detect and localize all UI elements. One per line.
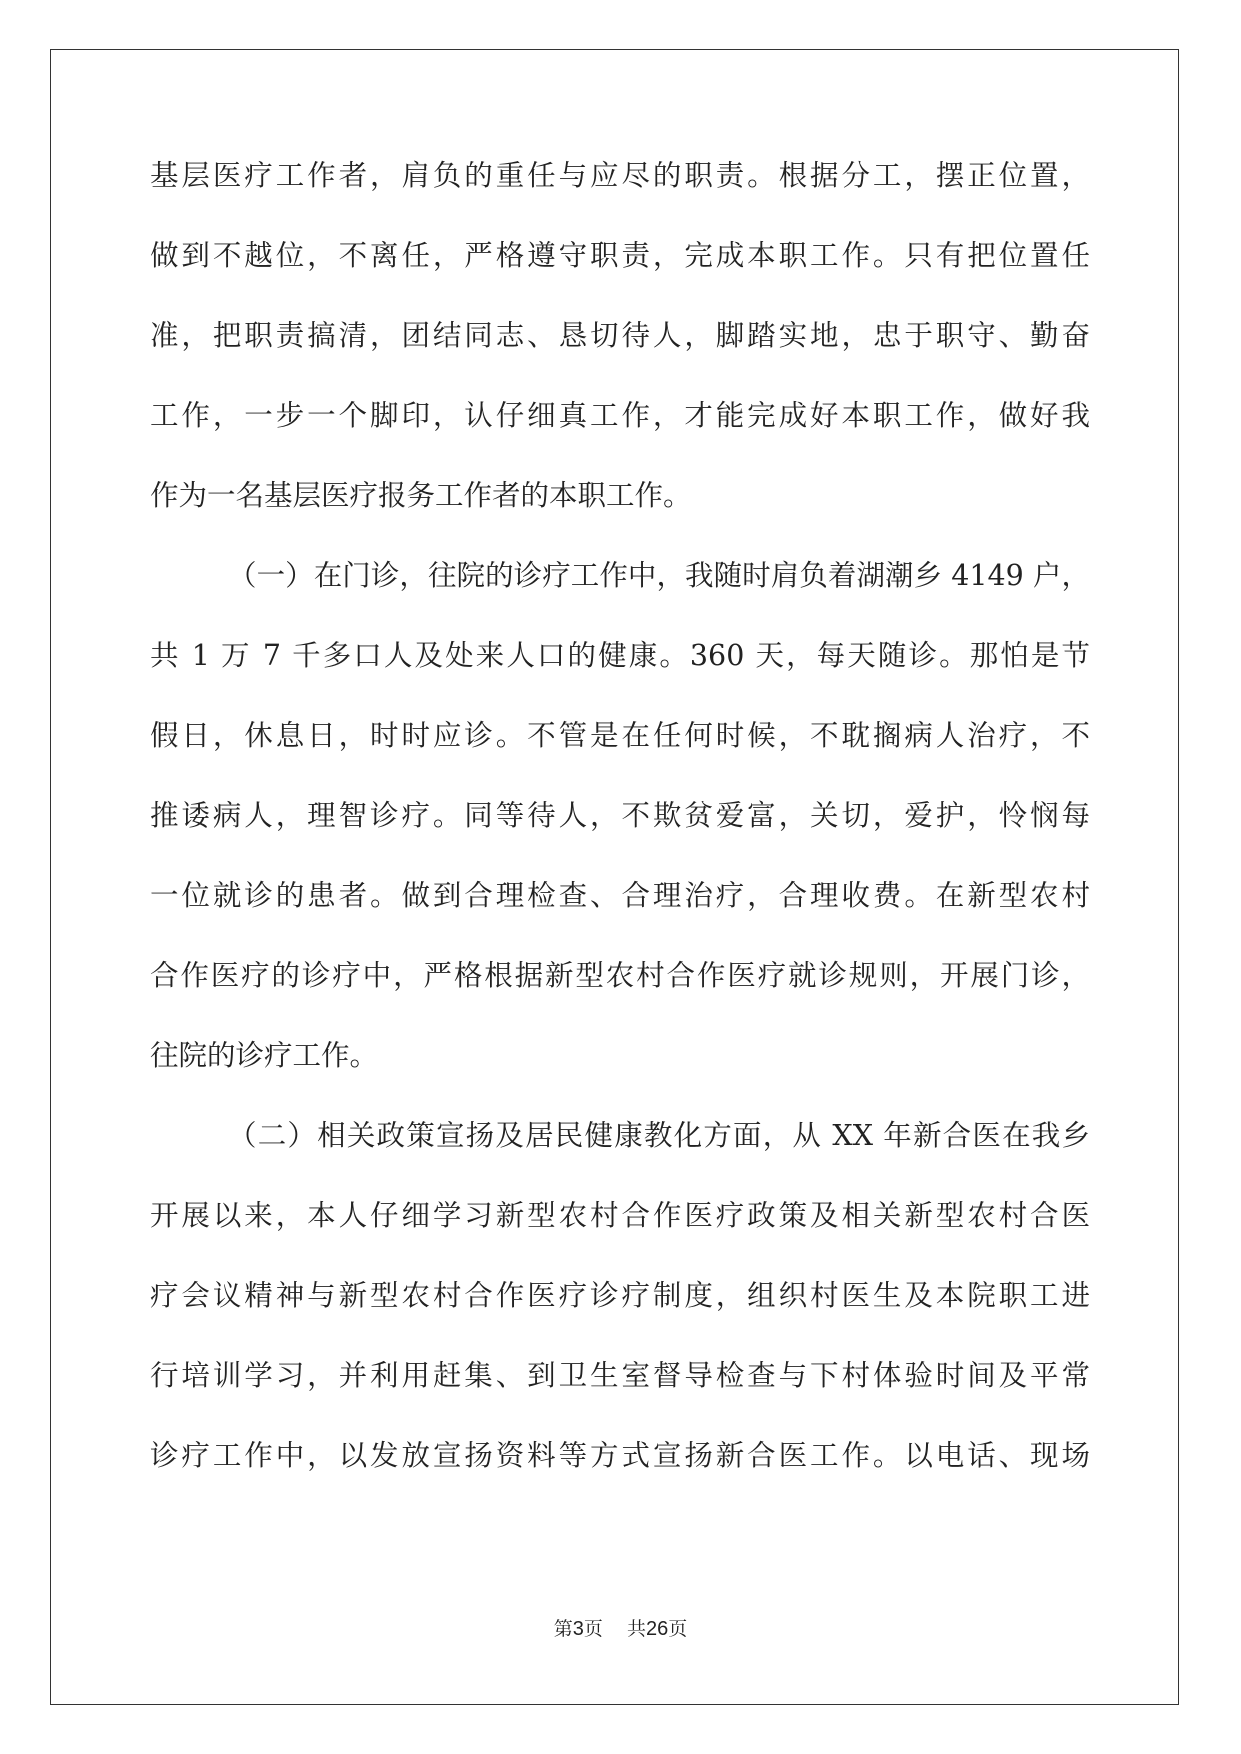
text-line: 作为一名基层医疗报务工作者的本职工作。 (150, 479, 692, 512)
total-suffix: 页 (668, 1618, 688, 1640)
text-line: 往院的诊疗工作。 (150, 1039, 379, 1072)
text-line: （一）在门诊，往院的诊疗工作中，我随时肩负着湖潮乡 4149 户， (228, 559, 1090, 592)
text-line: 开展以来，本人仔细学习新型农村合作医疗政策及相关新型农村合医 (150, 1199, 1090, 1232)
page-prefix: 第 (553, 1618, 573, 1640)
total-pages-number: 26 (646, 1618, 669, 1640)
text-line: 工作，一步一个脚印，认仔细真工作，才能完成好本职工作，做好我 (150, 399, 1090, 432)
document-body (150, 159, 1090, 1522)
text-line: 基层医疗工作者，肩负的重任与应尽的职责。根据分工，摆正位置， (150, 159, 1090, 192)
text-line: 假日，休息日，时时应诊。不管是在任何时候，不耽搁病人治疗，不 (150, 719, 1090, 752)
text-line: 一位就诊的患者。做到合理检查、合理治疗，合理收费。在新型农村 (150, 879, 1090, 912)
text-line: 共 1 万 7 千多口人及处来人口的健康。360 天，每天随诊。那怕是节 (150, 639, 1090, 672)
text-line: 合作医疗的诊疗中，严格根据新型农村合作医疗就诊规则，开展门诊， (150, 959, 1090, 992)
page-footer (0, 1614, 1241, 1641)
text-line: 做到不越位，不离任，严格遵守职责，完成本职工作。只有把位置任 (150, 239, 1090, 272)
text-line: 推诿病人，理智诊疗。同等待人，不欺贫爱富，关切，爱护，怜悯每 (150, 799, 1090, 832)
text-line: （二）相关政策宣扬及居民健康教化方面，从 XX 年新合医在我乡 (228, 1119, 1090, 1152)
current-page-number: 3 (572, 1618, 584, 1640)
text-line: 准，把职责搞清，团结同志、恳切待人，脚踏实地，忠于职守、勤奋 (150, 319, 1090, 352)
total-prefix: 共 (627, 1618, 647, 1640)
page-suffix: 页 (583, 1618, 603, 1640)
text-line: 疗会议精神与新型农村合作医疗诊疗制度，组织村医生及本院职工进 (150, 1279, 1090, 1312)
text-line: 行培训学习，并利用赶集、到卫生室督导检查与下村体验时间及平常 (150, 1359, 1090, 1392)
text-line: 诊疗工作中，以发放宣扬资料等方式宣扬新合医工作。以电话、现场 (150, 1439, 1090, 1472)
